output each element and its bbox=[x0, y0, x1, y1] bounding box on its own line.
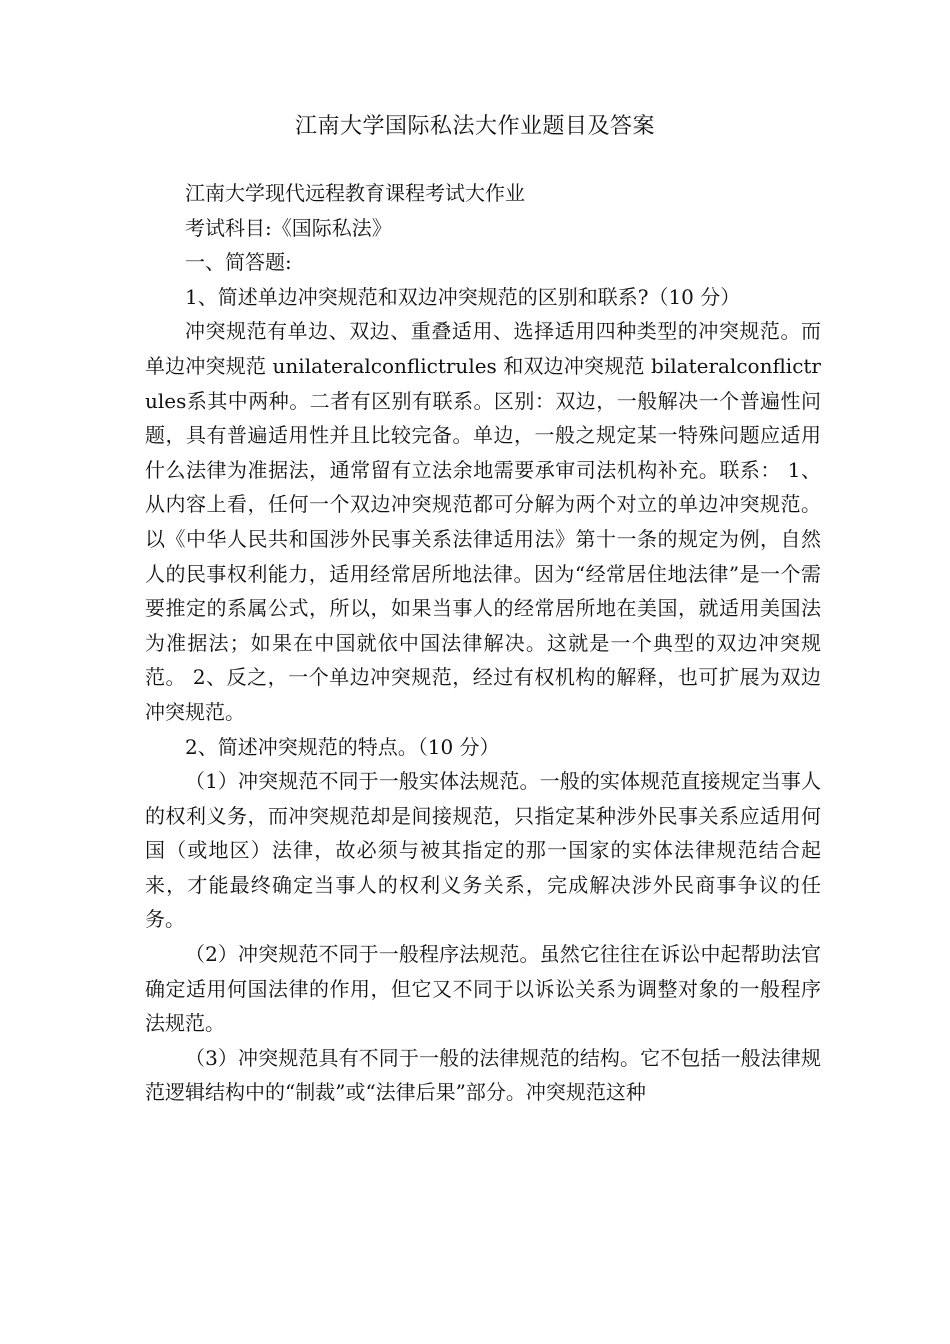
paragraph-answer-1: 冲突规范有单边、双边、重叠适用、选择适用四种类型的冲突规范。而单边冲突规范 unilateralconflictrules 和双边冲突规范 bilateralconflictrules系其中两种。二者有区别有联系。区别：双边，一般解决一个普遍性问题，具有普遍适用性并且比较完备。单边，一般之规定某一特殊问题应适用什么法律为准据法，通常留有立法余地需要承审司法机构补充。联系： 1、从内容上看，任何一个双边冲突规范都可分解为两个对立的单边冲突规范。以《中华人民共和国涉外民事关系法律适用法》第十一条的规定为例，自然人的民事权利能力，适用经常居所地法律。因为“经常居住地法律”是一个需要推定的系属公式，所以，如果当事人的经常居所地在美国，就适用美国法为准据法；如果在中国就依中国法律解决。这就是一个典型的双边冲突规范。 2、反之，一个单边冲突规范，经过有权机构的解释，也可扩展为双边冲突规范。 bbox=[145, 319, 821, 724]
document-title: 江南大学国际私法大作业题目及答案 bbox=[294, 114, 655, 139]
paragraph-answer-2-point-2: （2）冲突规范不同于一般程序法规范。虽然它往往在诉讼中起帮助法官确定适用何国法律的作用，但它又不同于以诉讼关系为调整对象的一般程序法规范。 bbox=[145, 942, 821, 1036]
paragraph-exam-subject: 考试科目:《国际私法》 bbox=[185, 215, 392, 240]
paragraph-answer-2-point-1: （1）冲突规范不同于一般实体法规范。一般的实体规范直接规定当事人的权利义务，而冲突规范却是间接规范，只指定某种涉外民事关系应适用何国（或地区）法律，故必须与被其指定的那一国家的实体法律规范结合起来，才能最终确定当事人的权利义务关系，完成解决涉外民商事争议的任务。 bbox=[145, 769, 821, 932]
paragraph-question-2: 2、简述冲突规范的特点。（10 分） bbox=[185, 734, 500, 759]
paragraph-answer-2-point-3: （3）冲突规范具有不同于一般的法律规范的结构。它不包括一般法律规范逻辑结构中的“制裁”或“法律后果”部分。冲突规范这种 bbox=[145, 1045, 821, 1105]
paragraph-section-heading: 一、简答题: bbox=[185, 250, 292, 275]
document-body bbox=[145, 176, 821, 1110]
paragraph-question-1: 1、简述单边冲突规范和双边冲突规范的区别和联系?（10 分） bbox=[185, 284, 741, 309]
paragraph-course-header: 江南大学现代远程教育课程考试大作业 bbox=[185, 181, 525, 205]
